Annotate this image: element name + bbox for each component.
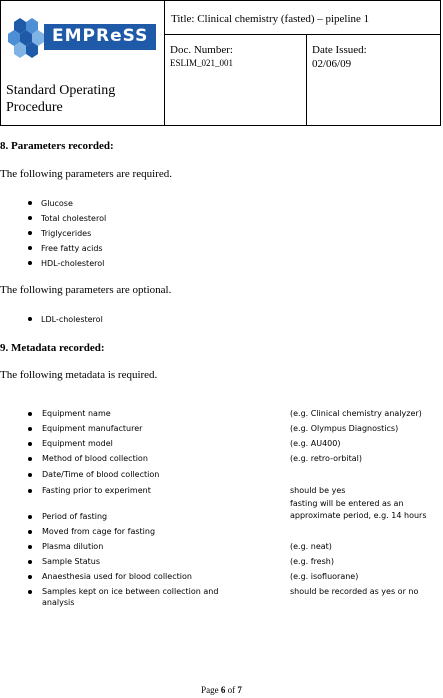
list-item: Triglycerides — [28, 226, 106, 241]
section-8-optional-intro: The following parameters are optional. — [0, 284, 172, 296]
section-8-heading: 8. Parameters recorded: — [0, 140, 114, 152]
bullet-icon — [28, 216, 32, 220]
optional-parameters-list — [28, 312, 103, 327]
section-9-heading: 9. Metadata recorded: — [0, 342, 105, 354]
header-divider-title — [164, 34, 441, 35]
doc-number-label: Doc. Number: — [170, 44, 233, 56]
bullet-icon — [28, 246, 32, 250]
bullet-icon — [28, 545, 32, 549]
bullet-icon — [28, 560, 32, 564]
bullet-icon — [28, 489, 32, 493]
bullet-icon — [28, 231, 32, 235]
list-item: Total cholesterol — [28, 211, 106, 226]
list-item: LDL-cholesterol — [28, 312, 103, 327]
page-prefix: Page — [201, 685, 219, 695]
page-number: 6 — [220, 685, 226, 695]
bullet-icon — [28, 442, 32, 446]
bullet-icon — [28, 427, 32, 431]
list-item: Glucose — [28, 196, 106, 211]
bullet-icon — [28, 473, 32, 477]
section-8-required-intro: The following parameters are required. — [0, 168, 172, 180]
logo-text: EMPReSS — [52, 26, 149, 46]
bullet-icon — [28, 457, 32, 461]
bullet-icon — [28, 575, 32, 579]
header-divider-issued — [306, 34, 307, 126]
date-issued: 02/06/09 — [312, 58, 352, 70]
bullet-icon — [28, 201, 32, 205]
required-parameters-list — [28, 196, 106, 271]
bullet-icon — [28, 515, 32, 519]
page-total: 7 — [237, 685, 242, 695]
header-divider-vertical — [164, 0, 165, 126]
list-item: HDL-cholesterol — [28, 256, 106, 271]
bullet-icon — [28, 530, 32, 534]
page-of: of — [227, 685, 236, 695]
page-footer — [0, 685, 443, 695]
document-title: Title: Clinical chemistry (fasted) – pipeline 1 — [171, 13, 370, 25]
empress-logo — [8, 14, 158, 58]
list-item: Free fatty acids — [28, 241, 106, 256]
sop-label: Standard Operating Procedure — [6, 83, 116, 115]
bullet-icon — [28, 590, 32, 594]
bullet-icon — [28, 412, 32, 416]
date-issued-label: Date Issued: — [312, 44, 367, 56]
bullet-icon — [28, 261, 32, 265]
section-9-intro: The following metadata is required. — [0, 369, 158, 381]
doc-number: ESLIM_021_001 — [170, 58, 233, 68]
bullet-icon — [28, 317, 32, 321]
